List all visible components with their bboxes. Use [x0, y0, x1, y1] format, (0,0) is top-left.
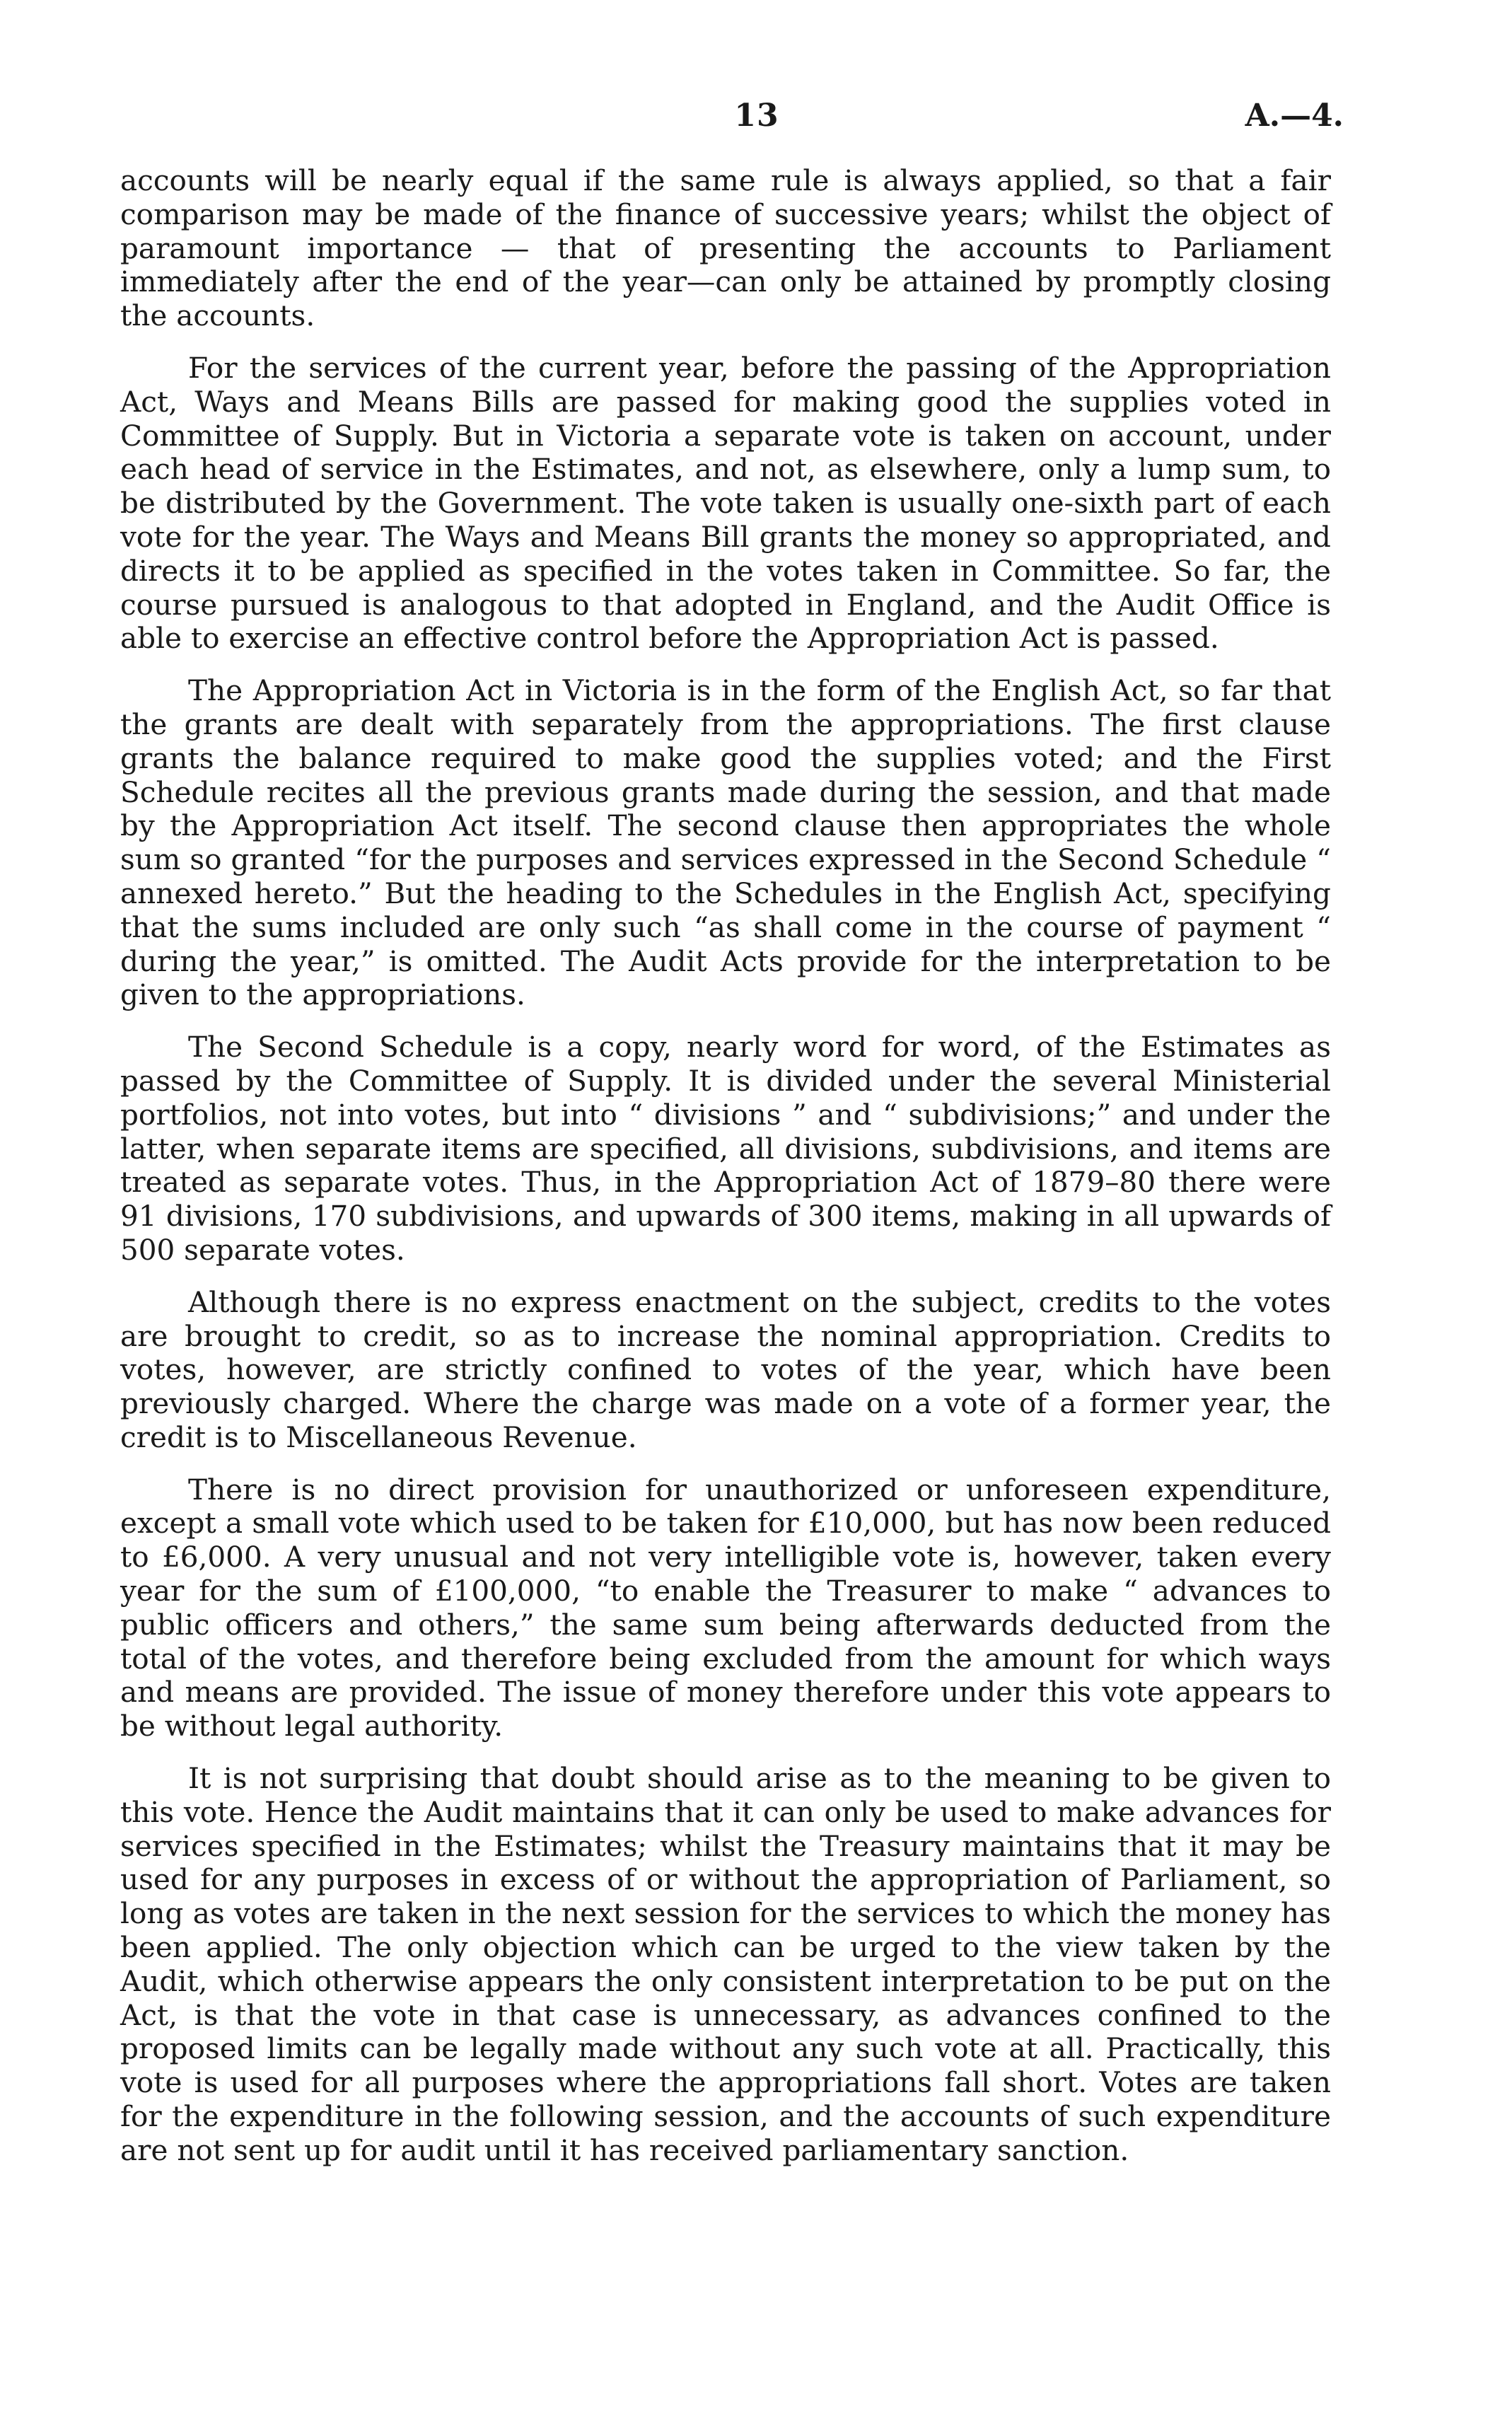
body-text — [120, 164, 1331, 2186]
paragraph-5: Although there is no express enactment on the subject, credits to the votes are brought to credit, so as to increase the nominal appropriation. Credits to votes, however, are strictly confined to votes of the year, which have been previously charged. Where the charge was made on a vote of a former year, the credit is to Miscellaneous Revenue. — [120, 1284, 1331, 1454]
paragraph-6: There is no direct provision for unauthorized or unforeseen expenditure, except a small vote which used to be taken for £10,000, but has now been reduced to £6,000. A very unusual and not very intelligible vote is, however, taken every year for the sum of £100,000, “to enable the Treasurer to make “ advances to public officers and others,” the same sum being afterwards deducted from the total of the votes, and therefore being excluded from the amount for which ways and means are provided. The issue of money therefore under this vote appears to be without legal authority. — [120, 1472, 1331, 1743]
paragraph-2: For the services of the current year, before the passing of the Appropriation Act, Ways and Means Bills are passed for making good the supplies voted in Committee of Supply. But in Victoria a separate vote is taken on account, under each head of service in the Estimates, and not, as elsewhere, only a lump sum, to be distributed by the Government. The vote taken is usually one-sixth part of each vote for the year. The Ways and Means Bill grants the money so appropriated, and directs it to be applied as specified in the votes taken in Committee. So far, the course pursued is analogous to that adopted in England, and the Audit Office is able to exercise an effective control before the Appropriation Act is passed. — [120, 350, 1331, 656]
page-number: 13 — [734, 98, 779, 134]
paragraph-7: It is not surprising that doubt should arise as to the meaning to be given to this vote. Hence the Audit maintains that it can only be used to make advances for services specified in the Estimates; whilst the Treasury maintains that it may be used for any purposes in excess of or without the appropriation of Parliament, so long as votes are taken in the next session for the services to which the money has been applied. The only objection which can be urged to the view taken by the Audit, which otherwise appears the only consistent interpretation to be put on the Act, is that the vote in that case is unnecessary, as advances confined to the proposed limits can be legally made without any such vote at all. Practically, this vote is used for all purposes where the appropriations fall short. Votes are taken for the expenditure in the following session, and the accounts of such expenditure are not sent up for audit until it has received parliamentary sanction. — [120, 1761, 1331, 2167]
paragraph-4: The Second Schedule is a copy, nearly word for word, of the Estimates as passed by the Committee of Supply. It is divided under the several Ministerial portfolios, not into votes, but into “ divisions ” and “ subdivisions;” and under the latter, when separate items are specified, all divisions, subdivisions, and items are treated as separate votes. Thus, in the Appropriation Act of 1879–80 there were 91 divisions, 170 subdivisions, and upwards of 300 items, making in all upwards of 500 separate votes. — [120, 1030, 1331, 1267]
paragraph-1: accounts will be nearly equal if the same rule is always applied, so that a fair comparison may be made of the finance of successive years; whilst the object of paramount importance — that of presenting the accounts to Parliament immediately after the end of the year—can only be attained by promptly closing the accounts. — [120, 163, 1331, 333]
paragraph-3: The Appropriation Act in Victoria is in the form of the English Act, so far that the grants are dealt with separately from the appropriations. The first clause grants the balance required to make good the supplies voted; and the First Schedule recites all the previous grants made during the session, and that made by the Appropriation Act itself. The second clause then appropriates the whole sum so granted “for the purposes and services expressed in the Second Schedule “ annexed hereto.” But the heading to the Schedules in the English Act, specifying that the sums included are only such “as shall come in the course of payment “ during the year,” is omitted. The Audit Acts provide for the interpretation to be given to the appropriations. — [120, 673, 1331, 1012]
document-code: A.—4. — [1245, 98, 1344, 134]
